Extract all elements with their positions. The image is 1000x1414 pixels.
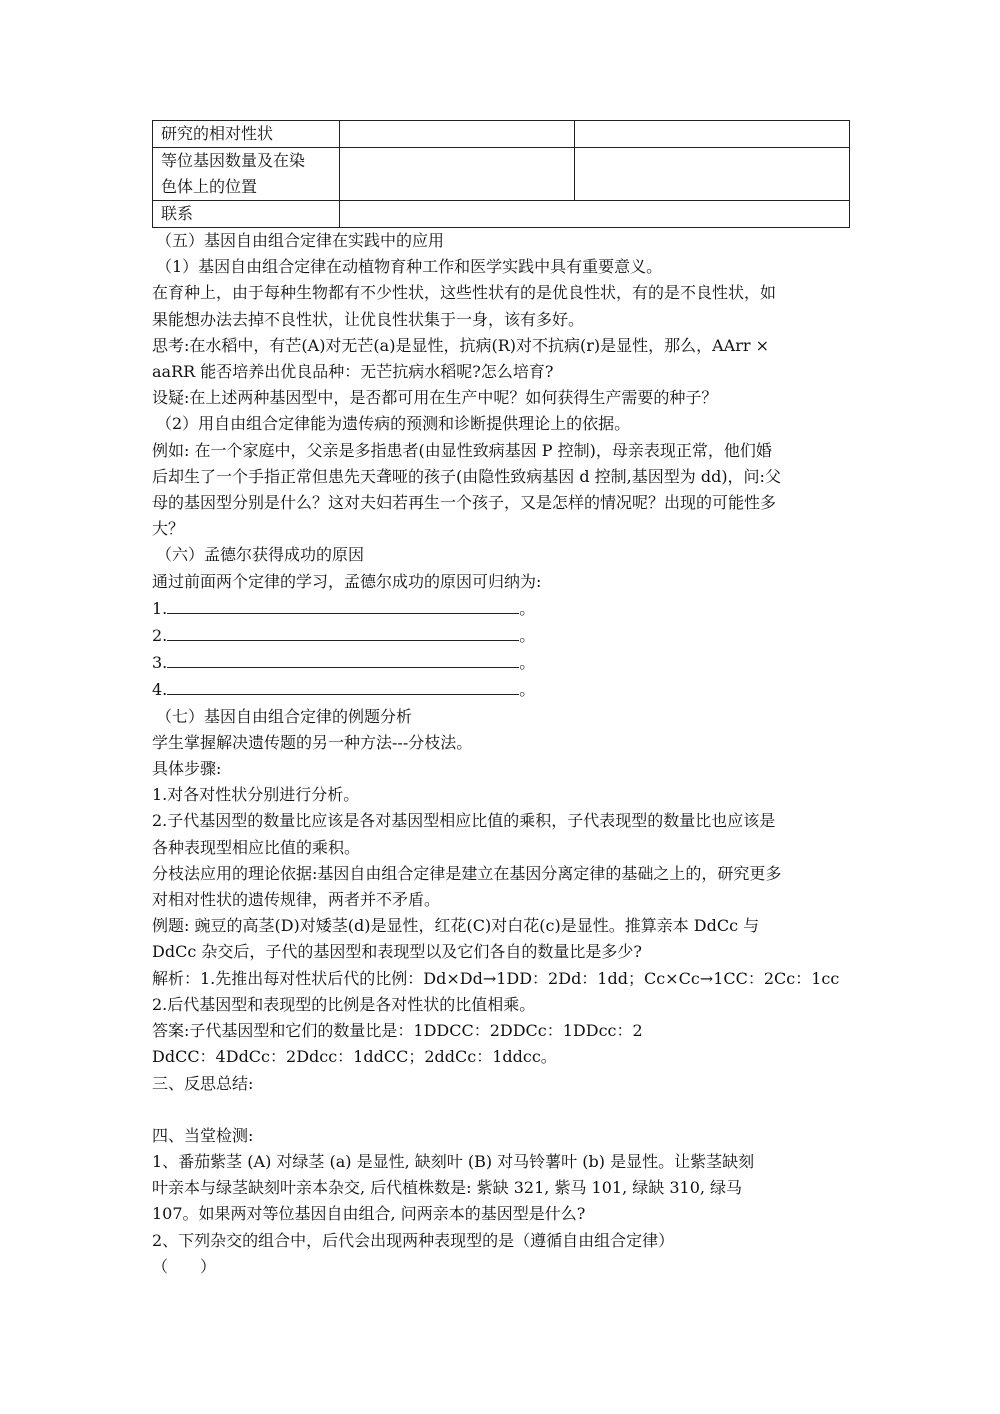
item-number: 2. (152, 626, 168, 646)
table-row (153, 201, 850, 228)
item-end: 。 (519, 653, 536, 673)
section-heading: 三、反思总结: (152, 1073, 254, 1093)
section-five (152, 228, 850, 542)
answer-blank[interactable] (167, 622, 519, 641)
paragraph: 思考:在水稻中，有芒(A)对无芒(a)是显性，抗病(R)对不抗病(r)是显性，那么，AArr × (152, 335, 770, 355)
paragraph: 大？ (152, 519, 185, 539)
answer-brackets: （ ） (152, 1256, 217, 1276)
comparison-table (152, 120, 850, 228)
paragraph: 母的基因型分别是什么？这对夫妇若再生一个孩子，又是怎样的情况呢？出现的可能性多 (152, 493, 777, 513)
paragraph: 学生掌握解决遗传题的另一种方法---分枝法。 (152, 732, 473, 752)
paragraph: 分枝法应用的理论依据:基因自由组合定律是建立在基因分离定律的基础之上的，研究更多 (152, 863, 782, 883)
paragraph: （2）用自由组合定律能为遗传病的预测和诊断提供理论上的依据。 (156, 414, 631, 434)
paragraph: 2.后代基因型和表现型的比例是各对性状的比值相乘。 (152, 994, 536, 1014)
table-row (153, 121, 850, 148)
table-cell (575, 148, 850, 201)
item-number: 4. (152, 680, 168, 700)
answer-blank[interactable] (167, 595, 519, 614)
fill-in-item (152, 676, 850, 703)
table-cell-merged (340, 201, 850, 228)
paragraph: 例如: 在一个家庭中，父亲是多指患者(由显性致病基因 P 控制)，母亲表现正常，他们婚 (152, 440, 772, 460)
section-six (152, 542, 850, 703)
fill-in-item (152, 595, 850, 622)
section-four (152, 1123, 850, 1280)
fill-in-item (152, 622, 850, 649)
table-row (153, 148, 850, 201)
paragraph: aaRR 能否培养出优良品种：无芒抗病水稻呢?怎么培育? (152, 362, 554, 382)
paragraph: （1）基因自由组合定律在动植物育种工作和医学实践中具有重要意义。 (156, 257, 663, 277)
answer-blank[interactable] (167, 676, 519, 695)
paragraph: 具体步骤: (152, 759, 222, 779)
table-cell (340, 148, 575, 201)
item-number: 1. (152, 598, 168, 618)
blank-space (152, 1097, 850, 1123)
paragraph: 在育种上，由于每种生物都有不少性状，这些性状有的是优良性状，有的是不良性状，如 (152, 283, 777, 303)
document-page (152, 120, 850, 1280)
paragraph: 例题: 豌豆的高茎(D)对矮茎(d)是显性，红花(C)对白花(c)是显性。推算亲本 DdCc 与 (152, 916, 760, 936)
cell-line: 色体上的位置 (161, 177, 258, 196)
paragraph: 通过前面两个定律的学习，孟德尔成功的原因可归纳为: (152, 571, 542, 591)
section-heading: （五）基因自由组合定律在实践中的应用 (156, 231, 445, 250)
table-cell-label: 联系 (153, 201, 340, 228)
item-end: 。 (519, 598, 536, 618)
item-number: 3. (152, 653, 168, 673)
cell-line: 等位基因数量及在染 (161, 151, 306, 170)
table-cell-label: 研究的相对性状 (153, 121, 340, 148)
paragraph: 2.子代基因型的数量比应该是各对基因型相应比值的乘积，子代表现型的数量比也应该是 (152, 811, 776, 831)
paragraph: 后却生了一个手指正常但患先天聋哑的孩子(由隐性致病基因 d 控制,基因型为 dd)，问:父 (152, 466, 781, 486)
paragraph: 果能想办法去掉不良性状，让优良性状集于一身，该有多好。 (152, 309, 585, 329)
item-end: 。 (519, 626, 536, 646)
paragraph: DdCc 杂交后，子代的基因型和表现型以及它们各自的数量比是多少? (152, 942, 642, 962)
answer-blank[interactable] (167, 649, 519, 668)
fill-in-item (152, 649, 850, 676)
section-heading: 四、当堂检测: (152, 1125, 254, 1145)
table-cell (340, 121, 575, 148)
section-seven (152, 704, 850, 1071)
paragraph: 各种表现型相应比值的乘积。 (152, 837, 361, 857)
question: 107。如果两对等位基因自由组合, 问两亲本的基因型是什么? (152, 1204, 586, 1224)
paragraph: 设疑:在上述两种基因型中，是否都可用在生产中呢？如何获得生产需要的种子？ (152, 388, 718, 408)
section-heading: （六）孟德尔获得成功的原因 (156, 545, 365, 565)
paragraph: 对相对性状的遗传规律，两者并不矛盾。 (152, 890, 441, 910)
question: 2、下列杂交的组合中，后代会出现两种表现型的是（遵循自由组合定律） (152, 1230, 675, 1250)
section-heading: （七）基因自由组合定律的例题分析 (156, 706, 413, 726)
table-cell-label (153, 148, 340, 201)
paragraph: 答案:子代基因型和它们的数量比是：1DDCC：2DDCc：1DDcc：2 (152, 1021, 643, 1041)
table-cell (575, 121, 850, 148)
paragraph: 解析：1.先推出每对性状后代的比例：Dd×Dd→1DD：2Dd：1dd；Cc×Cc→1CC：2Cc：1cc (152, 968, 840, 988)
paragraph: 1.对各对性状分别进行分析。 (152, 785, 360, 805)
item-end: 。 (519, 680, 536, 700)
question: 叶亲本与绿茎缺刻叶亲本杂交, 后代植株数是: 紫缺 321, 紫马 101, 绿缺 310, 绿马 (152, 1178, 743, 1198)
question: 1、番茄紫茎 (A) 对绿茎 (a) 是显性, 缺刻叶 (B) 对马铃薯叶 (b) 是显性。让紫茎缺刻 (152, 1151, 755, 1171)
paragraph: DdCC：4DdCc：2Ddcc：1ddCC；2ddCc：1ddcc。 (152, 1047, 557, 1067)
